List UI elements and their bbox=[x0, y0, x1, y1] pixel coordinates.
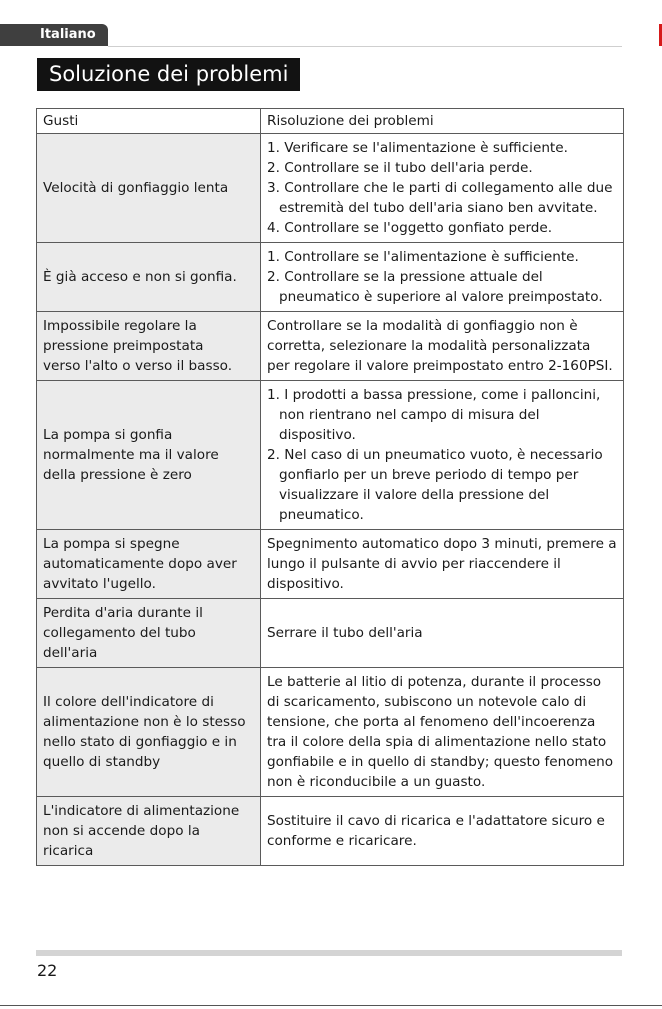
column-header-solution: Risoluzione dei problemi bbox=[261, 109, 624, 134]
bottom-bar bbox=[36, 950, 622, 956]
problem-cell bbox=[37, 381, 261, 530]
table-row bbox=[37, 243, 624, 312]
solution-text: 1. I prodotti a bassa pressione, come i palloncini, non rientrano nel campo di misura del dispositivo. bbox=[267, 387, 601, 443]
problem-text: L'indicatore di alimentazione bbox=[43, 803, 240, 819]
problem-text: pressione preimpostata bbox=[43, 338, 204, 354]
table-body bbox=[37, 134, 624, 866]
solution-text: Spegnimento automatico dopo 3 minuti, premere a lungo il pulsante di avvio per riaccendere il dispositivo. bbox=[267, 536, 617, 592]
problem-text: normalmente ma il valore bbox=[43, 447, 219, 463]
solution-cell bbox=[261, 530, 624, 599]
problem-text: nello stato di gonfiaggio e in bbox=[43, 734, 237, 750]
problem-cell bbox=[37, 312, 261, 381]
table-row bbox=[37, 312, 624, 381]
solution-text: Controllare se la modalità di gonfiaggio non è corretta, selezionare la modalità personalizzata per regolare il valore preimpostato entro 2-160PSI. bbox=[267, 318, 613, 374]
page-title: Soluzione dei problemi bbox=[37, 58, 300, 91]
table-row bbox=[37, 797, 624, 866]
solution-text: 2. Nel caso di un pneumatico vuoto, è necessario gonfiarlo per un breve periodo di tempo per visualizzare il valore della pressione del pneumatico. bbox=[267, 447, 603, 523]
table-row bbox=[37, 668, 624, 797]
page-number: 22 bbox=[37, 961, 58, 980]
solution-text: 1. Verificare se l'alimentazione è sufficiente. bbox=[267, 140, 568, 156]
solution-cell bbox=[261, 381, 624, 530]
solution-text: 3. Controllare che le parti di collegamento alle due estremità del tubo dell'aria siano ben avvitate. bbox=[267, 180, 613, 216]
table-row bbox=[37, 381, 624, 530]
problem-text: dell'aria bbox=[43, 645, 98, 661]
problem-text: ricarica bbox=[43, 843, 94, 859]
table-header-row bbox=[37, 109, 624, 134]
problem-text: La pompa si gonfia bbox=[43, 427, 173, 443]
problem-text: collegamento del tubo bbox=[43, 625, 196, 641]
solution-text: Le batterie al litio di potenza, durante il processo di scaricamento, subiscono un notevole calo di tensione, che porta al fenomeno dell'incoerenza tra il colore della spia di alimentazione nello stato gonfiabile e in quello di standby; questo fenomeno non è riconducibile a un guasto. bbox=[267, 674, 614, 790]
solution-cell bbox=[261, 312, 624, 381]
problem-text: È già acceso e non si gonfia. bbox=[43, 269, 237, 285]
problem-text: Velocità di gonfiaggio lenta bbox=[43, 180, 229, 196]
problem-cell bbox=[37, 530, 261, 599]
problem-cell bbox=[37, 243, 261, 312]
problem-text: avvitato l'ugello. bbox=[43, 576, 156, 592]
solution-text: 2. Controllare se la pressione attuale del pneumatico è superiore al valore preimpostato. bbox=[267, 269, 603, 305]
problem-text: della pressione è zero bbox=[43, 467, 192, 483]
problem-cell bbox=[37, 599, 261, 668]
problem-cell bbox=[37, 797, 261, 866]
problem-text: quello di standby bbox=[43, 754, 161, 770]
problem-text: Perdita d'aria durante il bbox=[43, 605, 203, 621]
problem-cell bbox=[37, 134, 261, 243]
problem-text: Impossibile regolare la bbox=[43, 318, 197, 334]
language-tab: Italiano bbox=[0, 24, 108, 46]
solution-cell bbox=[261, 668, 624, 797]
solution-cell bbox=[261, 134, 624, 243]
solution-cell bbox=[261, 797, 624, 866]
problem-text: Il colore dell'indicatore di bbox=[43, 694, 214, 710]
solution-text: 2. Controllare se il tubo dell'aria perde. bbox=[267, 160, 533, 176]
header-divider bbox=[108, 46, 622, 47]
problem-cell bbox=[37, 668, 261, 797]
column-header-problem: Gusti bbox=[37, 109, 261, 134]
problem-text: La pompa si spegne bbox=[43, 536, 180, 552]
table-row bbox=[37, 599, 624, 668]
footer-line bbox=[0, 1005, 662, 1006]
problem-text: automaticamente dopo aver bbox=[43, 556, 237, 572]
solution-text: 4. Controllare se l'oggetto gonfiato perde. bbox=[267, 220, 553, 236]
solution-cell bbox=[261, 243, 624, 312]
troubleshooting-table bbox=[36, 108, 624, 866]
solution-text: Serrare il tubo dell'aria bbox=[267, 625, 423, 641]
problem-text: verso l'alto o verso il basso. bbox=[43, 358, 233, 374]
solution-text: 1. Controllare se l'alimentazione è sufficiente. bbox=[267, 249, 579, 265]
table-row bbox=[37, 134, 624, 243]
solution-cell bbox=[261, 599, 624, 668]
table-row bbox=[37, 530, 624, 599]
problem-text: non si accende dopo la bbox=[43, 823, 200, 839]
solution-text: Sostituire il cavo di ricarica e l'adattatore sicuro e conforme e ricaricare. bbox=[267, 813, 605, 849]
problem-text: alimentazione non è lo stesso bbox=[43, 714, 246, 730]
